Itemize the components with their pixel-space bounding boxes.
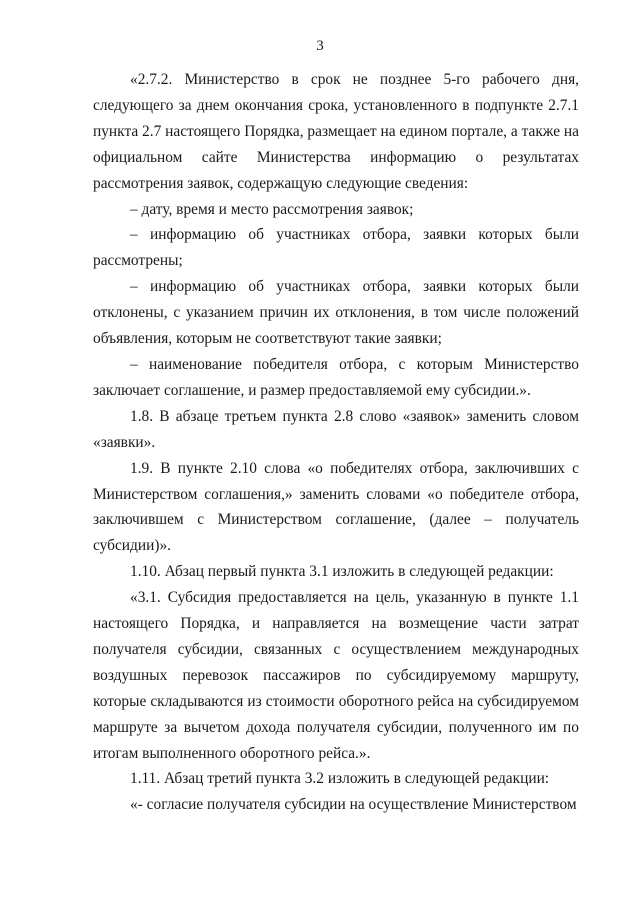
list-item-considered-participants: – информацию об участниках отбора, заявки которых были рассмотрены; xyxy=(93,226,579,270)
paragraph-2-7-2: «2.7.2. Министерство в срок не позднее 5-го рабочего дня, следующего за днем окончания срока, установленного в подпункте 2.7.1 пункта 2.7 настоящего Порядка, размещает на едином портале, а также на официальном сайте Министерства информацию о результатах рассмотрения заявок, содержащую следующие сведения: xyxy=(93,71,579,192)
paragraph-consent: «- согласие получателя субсидии на осуществление Министерством xyxy=(130,796,577,814)
paragraph-1-11: 1.11. Абзац третий пункта 3.2 изложить в следующей редакции: xyxy=(130,770,550,788)
list-item-rejected-participants: – информацию об участниках отбора, заявки которых были отклонены, с указанием причин их отклонения, в том числе положений объявления, которым не соответствуют такие заявки; xyxy=(93,278,579,348)
paragraph-1-9: 1.9. В пункте 2.10 слова «о победителях отбора, заключивших с Министерством соглашения,» заменить словами «о победителе отбора, заключившем с Министерством соглашение, (далее – получатель субсидии)». xyxy=(93,459,579,555)
list-item-winner-name: – наименование победителя отбора, с которым Министерство заключает соглашение, и размер предоставляемой ему субсидии.». xyxy=(93,355,579,399)
paragraph-3-1: «3.1. Субсидия предоставляется на цель, указанную в пункте 1.1 настоящего Порядка, и направляется на возмещение части затрат получателя субсидии, связанных с осуществлением международных воздушных перевозок пассажиров по субсидируемому маршруту, которые складываются из стоимости оборотного рейса на субсидируемом маршруте за вычетом дохода получателя субсидии, полученного им по итогам выполненного оборотного рейса.». xyxy=(93,589,579,762)
paragraph-1-10: 1.10. Абзац первый пункта 3.1 изложить в следующей редакции: xyxy=(130,563,554,581)
document-body xyxy=(93,67,579,818)
page-number: 3 xyxy=(316,38,324,54)
list-item-date-time-place: – дату, время и место рассмотрения заявок; xyxy=(130,200,414,218)
paragraph-1-8: 1.8. В абзаце третьем пункта 2.8 слово «заявок» заменить словом «заявки». xyxy=(93,407,579,451)
